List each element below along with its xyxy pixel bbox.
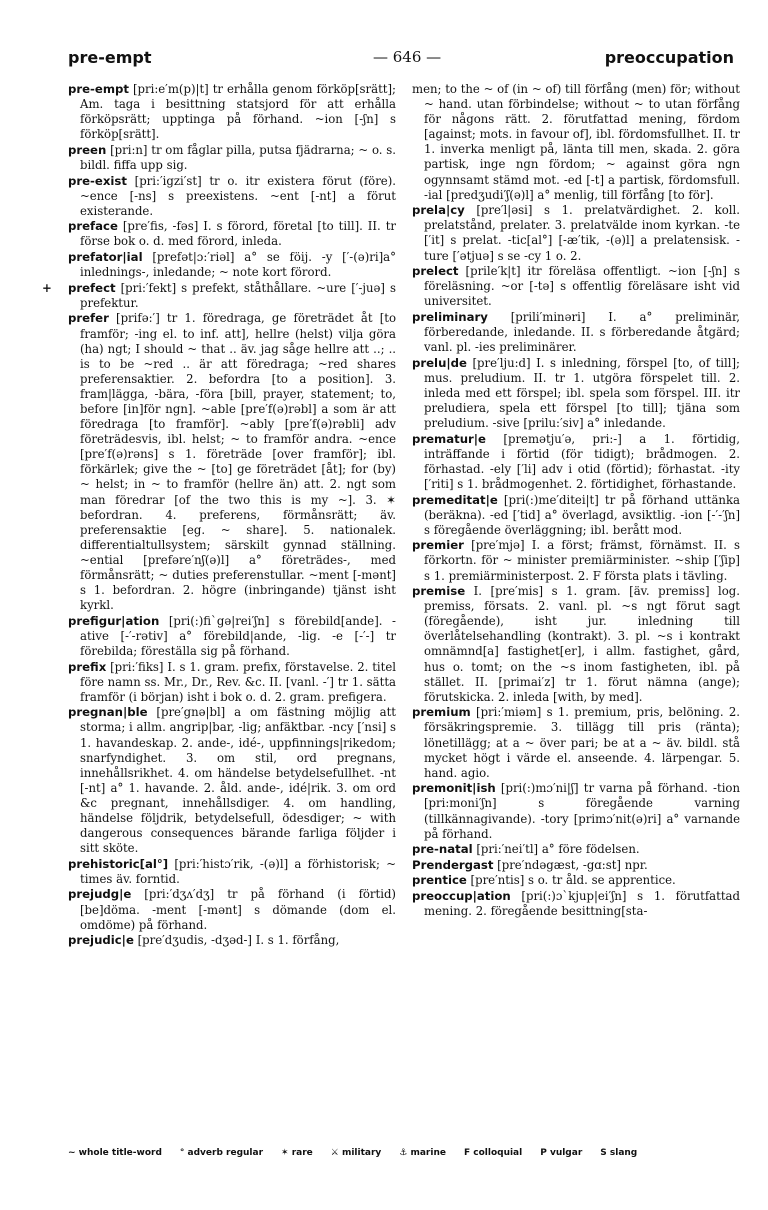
dictionary-entry: + prefect [pri:′fekt] s prefekt, ståthållare. ~ure [′-juə] s prefektur.: [42, 280, 396, 310]
dictionary-entry: [68, 705, 396, 856]
entry-definition: [prili′minəri] I. a° preliminär, förberedande, inledande. II. s förberedande åtgärd; vanl. pl. -ies preliminärer.: [424, 309, 740, 355]
dictionary-entry: [412, 889, 740, 919]
dictionary-entry: [412, 493, 740, 538]
entry-definition: [pre′ndəgæst, -gɑ:st] npr.: [493, 857, 648, 872]
dictionary-entry: [68, 174, 396, 219]
legend-item: F colloquial: [463, 1148, 523, 1158]
entry-definition: [pri:′histɔ′rik, -(ə)l] a förhistorisk; ~ times äv. forntid.: [80, 856, 396, 886]
dictionary-entry: [68, 887, 396, 932]
right-running-headword: preoccupation: [604, 48, 734, 67]
entry-headword: prelect: [412, 264, 459, 279]
entry-definition: [pre′ntis] s o. tr åld. se apprentice.: [466, 873, 676, 888]
entry-definition: [pri(:)ɔ`kjup|ei′ʃn] s 1. förutfattad mening. 2. föregående besittning[sta-: [424, 888, 740, 919]
entry-headword: prejudg|e: [68, 887, 132, 902]
entry-headword: prefator|ial: [68, 250, 143, 265]
entry-headword: prentice: [412, 873, 467, 888]
entry-definition: [premətju′ə, pri:-] a 1. förtidig, inträffande i förtid (för tidigt); brådmogen. 2. förhastad. -ely [′li] adv i otid (förtid); förhastat. -ity [′riti] s 1. brådmogenhet. 2. förtidighet, förhastande.: [424, 431, 740, 491]
dictionary-entry: [412, 873, 740, 888]
entry-definition: [pri:′miəm] s 1. premium, pris, belöning. 2. försäkringspremie. 3. tillägg till pris (ränta); lönetillägg; at a ~ över pari; be at a ~ äv. bildl. stå mycket högt i värde el. anseende. 4. lärpengar. 5. hand. agio.: [424, 705, 740, 780]
dictionary-entry: [412, 310, 740, 355]
entry-definition: [prifə:′] tr 1. föredraga, ge företrädet åt [to framför; -ing el. to inf. att], hellre (helst) vilja göra (ha) ngt; I should ~ that .. äv. jag såge hellre att ..; .. is to be ~red .. är att föredraga; ~red shares preferensaktier. 2. befordra [to a position]. 3. fram|lägga, -bära, -föra [bill, prayer, statement; to, before [in]för ngn]. ~able [pre′f(ə)rəbl] a som är att föredraga [to framför]. ~ably [pre′f(ə)rəbli] adv företrädesvis, ibl. helst; ~ to framför andra. ~ence [pre′f(ə)rəns] s 1. företräde [over framför]; ibl. förkärlek; give the ~ [to] ge företrädet [åt]; for (by) ~ helst; in ~ to framför (hellre än) att. 2. ngt som man föredrar [of the two this is my ~]. 3. ✶ befordran. 4. preferens, förmånsrätt; äv. preferensaktie [eg. ~ share]. 5. nationalek. differentialtullsystem; särskilt gynnad ställning. ~ential [prefəre′nʃ(ə)l] a° företrädes-, med förmånsrätt; ~ duties preferenstullar. ~ment [-mənt] s 1. befordran. 2. högre (inbringande) tjänst isht kyrkl.: [80, 311, 396, 613]
entry-definition: [pri:′nei′tl] a° före födelsen.: [472, 842, 640, 857]
entry-definition: I. [pre′mis] s 1. gram. [äv. premiss] log. premiss, försats. 2. vanl. pl. ~s ngt förut sagt (föregående), isht jur. inledning till överlåtelsehandling (kontrakt). 3. pl. ~s i kontrakt omnämnd[a] fastighet[er], i allm. fastighet, gård, hus o. tomt; on the ~s inom fastigheten, ibl. på stället. II. [primai′z] tr 1. förut nämna (ange); förutskicka. 2. inleda [with, by med].: [424, 584, 740, 704]
dictionary-entry: [412, 705, 740, 780]
page-number: — 646 —: [373, 48, 442, 66]
entry-definition: [pri:′igzi′st] tr o. itr existera förut (före). ~ence [-ns] s preexistens. ~ent [-nt] a förut existerande.: [80, 173, 396, 218]
left-column: [42, 82, 396, 949]
entry-definition: [pre′gnə|bl] a om fästning möjlig att storma; i allm. angrip|bar, -lig; anfäktbar. -ncy [′nsi] s 1. havandeskap. 2. ande-, idé-, uppfinnings|rikedom; snarfyndighet. 3. om stil, ord pregnans, innehållsrikhet. 4. om händelse betydelsefullhet. -nt [-nt] a° 1. havande. 2. åld. ande-, idé|rik. 3. om ord &c pregnant, innehållsdiger. 4. om handling, händelse följdrik, betydelsefull, ödesdiger; ~ with dangerous consequences bärande farliga följder i sitt sköte.: [80, 705, 396, 856]
dictionary-entry: [68, 614, 396, 659]
entry-headword: prehistoric[al°]: [68, 856, 169, 871]
entry-headword: prefer: [68, 311, 109, 326]
dictionary-entry: [412, 842, 740, 857]
abbreviation-legend: [68, 1148, 734, 1166]
dictionary-entry: [68, 857, 396, 887]
dictionary-entry: [412, 538, 740, 583]
dictionary-entry: [412, 432, 740, 492]
entry-definition: [pri:′fekt] s prefekt, ståthållare. ~ure [′-juə] s prefektur.: [80, 280, 396, 310]
entry-headword: pregnan|ble: [68, 705, 148, 720]
entry-definition: [pri(:)fi`gə|rei′ʃn] s förebild[ande]. -ative [-′-rətiv] a° förebild|ande, -lig. -e [-′-] tr förebilda; föreställa sig på förhand.: [80, 613, 396, 658]
page-header: [68, 48, 734, 72]
entry-definition: [prefət|ɔ:′riəl] a° se föij. -y [′-(ə)ri]a° inlednings-, inledande; ~ note kort förord.: [80, 250, 396, 280]
entry-definition: [pri(:)me′ditei|t] tr på förhand uttänka (beräkna). -ed [′tid] a° överlagd, avsiktlig. -ion [-′-′ʃn] s föregående överläggning; ibl. berått mod.: [424, 492, 740, 537]
dictionary-entry: [68, 250, 396, 280]
entry-headword: prefigur|ation: [68, 613, 160, 628]
entry-definition: [pri:e′m(p)|t] tr erhålla genom förköp[srätt]; Am. taga i besittning statsjord för att erhålla förköpsrätt; upptinga på förhand. ~ion [-ʃn] s förköp[srätt].: [80, 82, 396, 142]
right-column: [412, 82, 740, 920]
entry-headword: preface: [68, 219, 118, 234]
dictionary-entry: [68, 219, 396, 249]
entry-definition: [pre′l|əsi] s 1. prelatvärdighet. 2. koll. prelatstånd, prelater. 3. prelatvälde inom kyrkan. -te [′it] s prelat. -tic[al°] [-æ′tik, -(ə)l] a prelatensisk. -ture [′ətjuə] s se -cy 1 o. 2.: [424, 203, 740, 263]
entry-headword: prelu|de: [412, 355, 467, 370]
dictionary-entry: [68, 311, 396, 613]
entry-definition: [pre′mjə] I. a först; främst, förnämst. II. s förkortn. för ~ minister premiärminister. ~ship [′ʃip] s 1. premiärministerpost. 2. F första plats i tävling.: [424, 538, 740, 583]
entry-headword: preoccup|ation: [412, 888, 511, 903]
dictionary-entry: [412, 203, 740, 263]
legend-item: ⚓ marine: [399, 1148, 446, 1158]
legend-item: S slang: [600, 1148, 638, 1158]
dictionary-entry: [412, 82, 740, 203]
entry-headword: premonit|ish: [412, 781, 496, 796]
dictionary-entry: [412, 858, 740, 873]
dictionary-entry: [68, 82, 396, 142]
entry-headword: premise: [412, 584, 466, 599]
entry-headword: Prendergast: [412, 857, 494, 872]
legend-item: ✶ rare: [281, 1148, 313, 1158]
entry-headword: premium: [412, 705, 471, 720]
entry-headword: pre-exist: [68, 173, 127, 188]
dictionary-entry: [412, 356, 740, 431]
entry-definition: [prile′k|t] itr föreläsa offentligt. ~ion [-ʃn] s föreläsning. ~or [-tə] s offentlig föreläsare isht vid universitet.: [424, 264, 740, 309]
entry-definition: [pri:′fiks] I. s 1. gram. prefix, förstavelse. 2. titel före namn ss. Mr., Dr., Rev. &c. II. [vanl. -′] tr 1. sätta framför (i början) isht i bok o. d. 2. gram. prefigera.: [80, 659, 396, 704]
dictionary-entry: [68, 933, 396, 948]
dictionary-entry: [412, 781, 740, 841]
entry-headword: prematur|e: [412, 431, 486, 446]
entry-headword: prejudic|e: [68, 933, 134, 948]
entry-headword: preen: [68, 142, 107, 157]
dictionary-entry: [412, 264, 740, 309]
entry-definition: [pre′lju:d] I. s inledning, förspel [to, of till]; mus. preludium. II. tr 1. utgöra förspelet till. 2. inleda med ett förspel; ibl. spela som förspel. III. itr preludiera, spela ett förspel [to till]; tjäna som preludium. -sive [prilu:′siv] a° inledande.: [424, 355, 740, 431]
entry-headword: premier: [412, 538, 464, 553]
entry-headword: preliminary: [412, 309, 488, 324]
entry-headword: prefect: [68, 280, 116, 295]
entry-definition: [pre′fis, -fəs] I. s förord, företal [to till]. II. tr förse bok o. d. med förord, inleda.: [80, 219, 396, 249]
entry-definition: [pri:′dʒʌ′dʒ] tr på förhand (i förtid) [be]döma. -ment [-mənt] s dömande (dom el. omdöme) på förhand.: [80, 887, 396, 932]
entry-headword: pre-empt: [68, 82, 129, 96]
entry-definition: [pre′dʒudis, -dʒəd-] I. s 1. förfång,: [133, 933, 340, 948]
entry-headword: prela|cy: [412, 203, 465, 218]
entry-headword: pre-natal: [412, 842, 473, 857]
dictionary-entry: [68, 143, 396, 173]
legend-item: P vulgar: [540, 1148, 583, 1158]
entry-definition: men; to the ~ of (in ~ of) till förfång (men) för; without ~ hand. utan förbindelse; without ~ to utan förfång för någons rätt. 2. förutfattad mening, fördom [against; mots. in favour of], ibl. fördomsfullhet. II. tr 1. inverka menligt på, länta till men, skada. 2. göra partisk, inge ngn fördom; ~ against göra ngn ogynnsamt stämd mot. -ed [-t] a partisk, fördomsfull. -ial [predʒudi′ʃ(ə)l] a° menlig, till förfång [to för].: [412, 82, 740, 202]
dictionary-entry: [412, 584, 740, 705]
legend-item: ~ whole title-word: [68, 1148, 162, 1158]
entry-definition: [pri(:)mɔ′ni|ʃ] tr varna på förhand. -tion [pri:moni′ʃn] s föregående varning (tillkännagivande). -tory [primɔ′nit(ə)ri] a° varnande på förhand.: [424, 781, 740, 841]
left-running-headword: pre-empt: [68, 48, 152, 67]
entry-headword: premeditat|e: [412, 492, 498, 507]
dictionary-entry: [68, 660, 396, 705]
entry-definition: [pri:n] tr om fåglar pilla, putsa fjädrarna; ~ o. s. bildl. fiffa upp sig.: [80, 142, 396, 172]
legend-item: ° adverb regular: [179, 1148, 264, 1158]
entry-headword: prefix: [68, 659, 107, 674]
legend-item: ⚔ military: [330, 1148, 382, 1158]
